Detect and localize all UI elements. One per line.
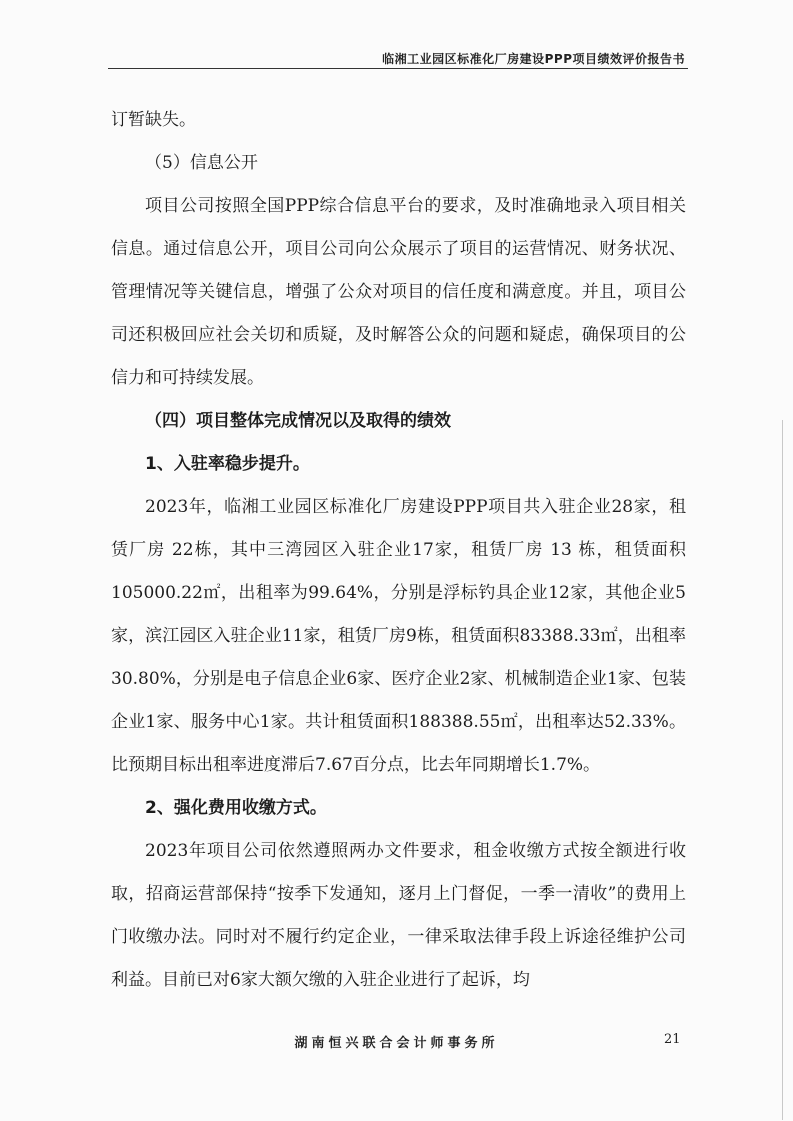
page-body xyxy=(111,99,686,1002)
section-heading-overall-performance: （四）项目整体完成情况以及取得的绩效 xyxy=(145,411,451,431)
section-heading-info-disclosure: （5）信息公开 xyxy=(145,153,258,173)
scan-edge-line xyxy=(782,420,783,1120)
footer-firm-name: 湖南恒兴联合会计师事务所 xyxy=(294,1036,499,1051)
subheading-fee-collection: 2、强化费用收缴方式。 xyxy=(145,798,327,818)
header-divider xyxy=(108,68,688,69)
paragraph-occupancy: 2023年，临湘工业园区标准化厂房建设PPP项目共入驻企业28家，租赁厂房 22栋，其中三湾园区入驻企业17家，租赁厂房 13 栋，租赁面积105000.22㎡，出租率为99.64%，分别是浮标钓具企业12家，其他企业5家，滨江园区入驻企业11家，租赁厂房9栋，租赁面积83388.33㎡，出租率30.80%，分别是电子信息企业6家、医疗企业2家、机械制造企业1家、包装企业1家、服务中心1家。共计租赁面积188388.55㎡，出租率达52.33%。比预期目标出租率进度滞后7.67百分点，比去年同期增长1.7%。 xyxy=(111,497,686,775)
subheading-occupancy: 1、入驻率稳步提升。 xyxy=(145,454,310,474)
page-number: 21 xyxy=(664,1032,681,1047)
continuation-text: 订暂缺失。 xyxy=(111,110,196,130)
paragraph-fee-collection: 2023年项目公司依然遵照两办文件要求，租金收缴方式按全额进行收取，招商运营部保持“按季下发通知，逐月上门督促，一季一清收”的费用上门收缴办法。同时对不履行约定企业，一律采取法律手段上诉途径维护公司利益。目前已对6家大额欠缴的入驻企业进行了起诉，均 xyxy=(111,841,686,990)
paragraph-info-disclosure: 项目公司按照全国PPP综合信息平台的要求，及时准确地录入项目相关信息。通过信息公开，项目公司向公众展示了项目的运营情况、财务状况、管理情况等关键信息，增强了公众对项目的信任度和满意度。并且，项目公司还积极回应社会关切和质疑，及时解答公众的问题和疑虑，确保项目的公信力和可持续发展。 xyxy=(111,196,686,388)
report-title: 临湘工业园区标准化厂房建设PPP项目绩效评价报告书 xyxy=(382,52,685,66)
